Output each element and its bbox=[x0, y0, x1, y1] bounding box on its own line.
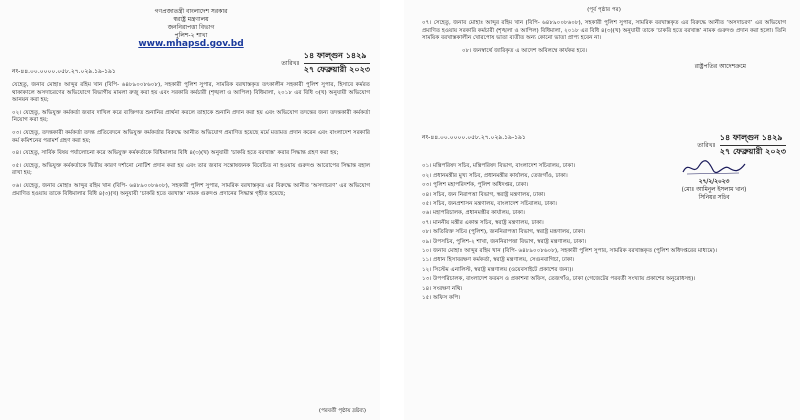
letterhead bbox=[12, 8, 370, 48]
list-item: ১১। প্রধান হিসাবরক্ষণ কর্মকর্তা, স্বরাষ্ট্র মন্ত্রণালয়, সেগুনবাগিচা, ঢাকা। bbox=[422, 257, 575, 264]
list-item: ১০। জনাব মোহাঃ আব্দুর রহিম খান (বিপি- ৬৪৮৯০০৮৬০৮), সহকারী পুলিশ সুপার, সামরিক বরখাস্তকৃত (পুলিশ অধিদপ্তরের মাধ্যমে)। bbox=[422, 248, 717, 255]
signature-block bbox=[654, 158, 774, 202]
signatory-name: (মোঃ আমিনুল ইসলাম খান) bbox=[681, 187, 747, 193]
date-english: ২৭ ফেব্রুয়ারী ২০২৩ bbox=[720, 145, 786, 159]
signature-scribble bbox=[679, 158, 749, 178]
list-item: ০৬। মহাপরিচালক, প্রধানমন্ত্রীর কার্যালয়, ঢাকা। bbox=[422, 210, 525, 217]
paragraph: ০২। যেহেতু, অভিযুক্ত কর্মকর্তা জবাব দাখিল করে ব্যক্তিগত শুনানির প্রার্থনা করলে তাহাকে শুনানি প্রদান করা হয় এবং অভিযোগ তদন্তের জন্য তদন্তকারী কর্মকর্তা নিয়োগ করা হয়; bbox=[12, 109, 370, 124]
paragraph: যেহেতু, জনাব মোহাঃ আব্দুর রহিম খান (বিপি- ৬৪৮৯০০৮৬০৮), সহকারী পুলিশ সুপার, সামরিক বরখাস্তকৃত তৎকালীন সহকারী পুলিশ সুপার, হিসাবে কর্মরত থাকাকালে অসদাচরণের অভিযোগে বিভাগীয় মামলা রুজু করা হয় এবং সরকারি কর্মচারী (শৃঙ্খলা ও আপিল) বিধিমালা, ২০১৮ এর বিধি ৩(খ) অনুযায়ী অভিযোগ আনয়ন করা হয়; bbox=[12, 82, 370, 104]
signatory-designation: সিনিয়র সচিব bbox=[698, 195, 730, 201]
list-item: ০১। মন্ত্রিপরিষদ সচিব, মন্ত্রিপরিষদ বিভাগ, বাংলাদেশ সচিবালয়, ঢাকা। bbox=[422, 163, 576, 170]
paragraph: ০৬। যেহেতু, জনাব মোহাঃ আব্দুর রহিম খান (বিপি- ৬৪৮৯০০৮৬০৮), সহকারী পুলিশ সুপার, সামরিক বরখাস্তকৃত এর বিরুদ্ধে আনীত ‘অসদাচরণ’ এর অভিযোগ প্রমাণিত হওয়ায় তাকে বিধিমালার বিধি ৪(৩)(খ) অনুযায়ী ‘চাকরি হতে বরখাস্ত’ নামক গুরুদণ্ড প্রদানের সিদ্ধান্ত গৃহীত হয়েছে; bbox=[12, 182, 370, 197]
continued-note: (পরবর্তী পৃষ্ঠায় দ্রষ্টব্য) bbox=[318, 408, 366, 414]
header-line: গণপ্রজাতন্ত্রী বাংলাদেশ সরকার bbox=[154, 8, 228, 15]
right-document-page bbox=[404, 0, 800, 420]
list-item: ০৮। অতিরিক্ত সচিব (পুলিশ), জননিরাপত্তা বিভাগ, স্বরাষ্ট্র মন্ত্রণালয়, ঢাকা। bbox=[422, 229, 586, 236]
by-order-line: রাষ্ট্রপতির আদেশক্রমে bbox=[694, 63, 746, 71]
header-line: জননিরাপত্তা বিভাগ bbox=[167, 24, 215, 31]
list-item: ০৪। সচিব, জন নিরাপত্তা বিভাগ, স্বরাষ্ট্র মন্ত্রণালয়, ঢাকা। bbox=[422, 191, 546, 198]
effect-paragraph: ০৮। জনস্বার্থে জারিকৃত এ আদেশ অবিলম্বে কার্যকর হবে। bbox=[462, 47, 587, 54]
list-item: ০৫। সচিব, জনপ্রশাসন মন্ত্রণালয়, বাংলাদেশ সচিবালয়, ঢাকা। bbox=[422, 201, 557, 207]
memo-row bbox=[422, 132, 786, 159]
list-item: ০২। প্রধানমন্ত্রীর মুখ্য সচিব, প্রধানমন্ত্রীর কার্যালয়, তেজগাঁও, ঢাকা। bbox=[422, 172, 568, 179]
date-label: তারিখঃ bbox=[281, 60, 300, 67]
memo-number: নং-৪৪.০০.০০০০.০৫৮.২৭.০২৯.১৯-১৯১ bbox=[422, 134, 526, 142]
list-item: ০৯। উপসচিব, পুলিশ-২ শাখা, জননিরাপত্তা বিভাগ, স্বরাষ্ট্র মন্ত্রণালয়, ঢাকা। bbox=[422, 238, 586, 245]
list-item: ০৩। পুলিশ মহাপরিদর্শক, পুলিশ অধিদপ্তর, ঢাকা। bbox=[422, 182, 529, 189]
list-item: ১৫। অফিস কপি। bbox=[422, 295, 461, 302]
date-label: তারিখঃ bbox=[697, 142, 716, 150]
list-item: ১৩। উপপরিচালক, বাংলাদেশ ফরমস ও প্রকাশনা অফিস, তেজগাঁও, ঢাকা (গেজেটের পরবর্তী সংখ্যায় প্রকাশের অনুরোধসহ)। bbox=[422, 276, 696, 283]
memo-number: নং-৪৪.০০.০০০০.০৫৮.২৭.০২৯.১৯-১৯১ bbox=[12, 68, 116, 75]
paragraph: ০৩। যেহেতু, তদন্তকারী কর্মকর্তা তদন্ত প্রতিবেদনে অভিযুক্ত কর্মকর্তার বিরুদ্ধে আনীত অভিযোগ প্রমাণিত হয়েছে মর্মে মতামত প্রদান করেন এবং বাংলাদেশ সরকারি কর্ম কমিশনের পরামর্শ গ্রহণ করা হয়; bbox=[12, 129, 370, 144]
list-item: ১২। সিস্টেম এনালিস্ট, স্বরাষ্ট্র মন্ত্রণালয় (ওয়েবসাইটে প্রকাশের জন্য)। bbox=[422, 266, 574, 273]
date-english: ২৭ ফেব্রুয়ারী ২০২৩ bbox=[304, 63, 370, 77]
header-line: স্বরাষ্ট্র মন্ত্রণালয় bbox=[173, 16, 209, 23]
left-document-page bbox=[0, 0, 380, 420]
signature-date: ২৭/২/২০২৩ bbox=[698, 179, 730, 185]
paragraph: ০৪। যেহেতু, সার্বিক বিষয় পর্যালোচনা করে অভিযুক্ত কর্মকর্তাকে বিধিমালার বিধি ৪(৩)(খ) অনুযায়ী ‘চাকরি হতে বরখাস্ত’ করার সিদ্ধান্ত গ্রহণ করা হয়; bbox=[12, 150, 339, 157]
paragraph: ০৫। যেহেতু, অভিযুক্ত কর্মকর্তাকে দ্বিতীয় কারণ দর্শানো নোটিশ প্রদান করা হয় এবং তার জবাব সন্তোষজনক বিবেচিত না হওয়ায় গুরুদণ্ড আরোপের সিদ্ধান্ত বহাল রাখা হয়; bbox=[12, 162, 370, 177]
website-link[interactable]: www.mhapsd.gov.bd bbox=[138, 39, 244, 49]
list-item: ০৭। মাননীয় মন্ত্রীর একান্ত সচিব, স্বরাষ্ট্র মন্ত্রণালয়, ঢাকা। bbox=[422, 219, 544, 226]
memo-row bbox=[12, 50, 370, 77]
date-bangla: ১৪ ফাল্গুন ১৪২৯ bbox=[719, 133, 783, 143]
date-bangla: ১৪ ফাল্গুন ১৪২৯ bbox=[303, 51, 367, 60]
list-item: ১৪। সংরক্ষণ নথি। bbox=[422, 285, 463, 292]
order-paragraph: ০৭। সেহেতু, জনাব মোহাঃ আব্দুর রহিম খান (বিপি- ৬৪৮৯০০৮৬০৮), সহকারী পুলিশ সুপার, সামরিক বরখাস্তকৃত এর বিরুদ্ধে আনীত ‘অসদাচরণ’ এর অভিযোগ প্রমাণিত হওয়ায় সরকারি কর্মচারী (শৃঙ্খলা ও আপিল) বিধিমালা, ২০১৮ এর বিধি ৪(৩)(খ) অনুযায়ী তাকে ‘চাকরি হতে বরখাস্ত’ নামক গুরুদণ্ড প্রদান করা হলো। তিনি সাময়িক বরখাস্তকালীন খোরপোষ ভাতা ব্যতীত অন্য কোনো ভাতা প্রাপ্য হবেন না। bbox=[422, 20, 786, 42]
header-line: পুলিশ-২ শাখা bbox=[174, 32, 208, 39]
page-gutter bbox=[380, 0, 404, 420]
top-note: (পূর্ব পৃষ্ঠার পর) bbox=[587, 7, 621, 13]
